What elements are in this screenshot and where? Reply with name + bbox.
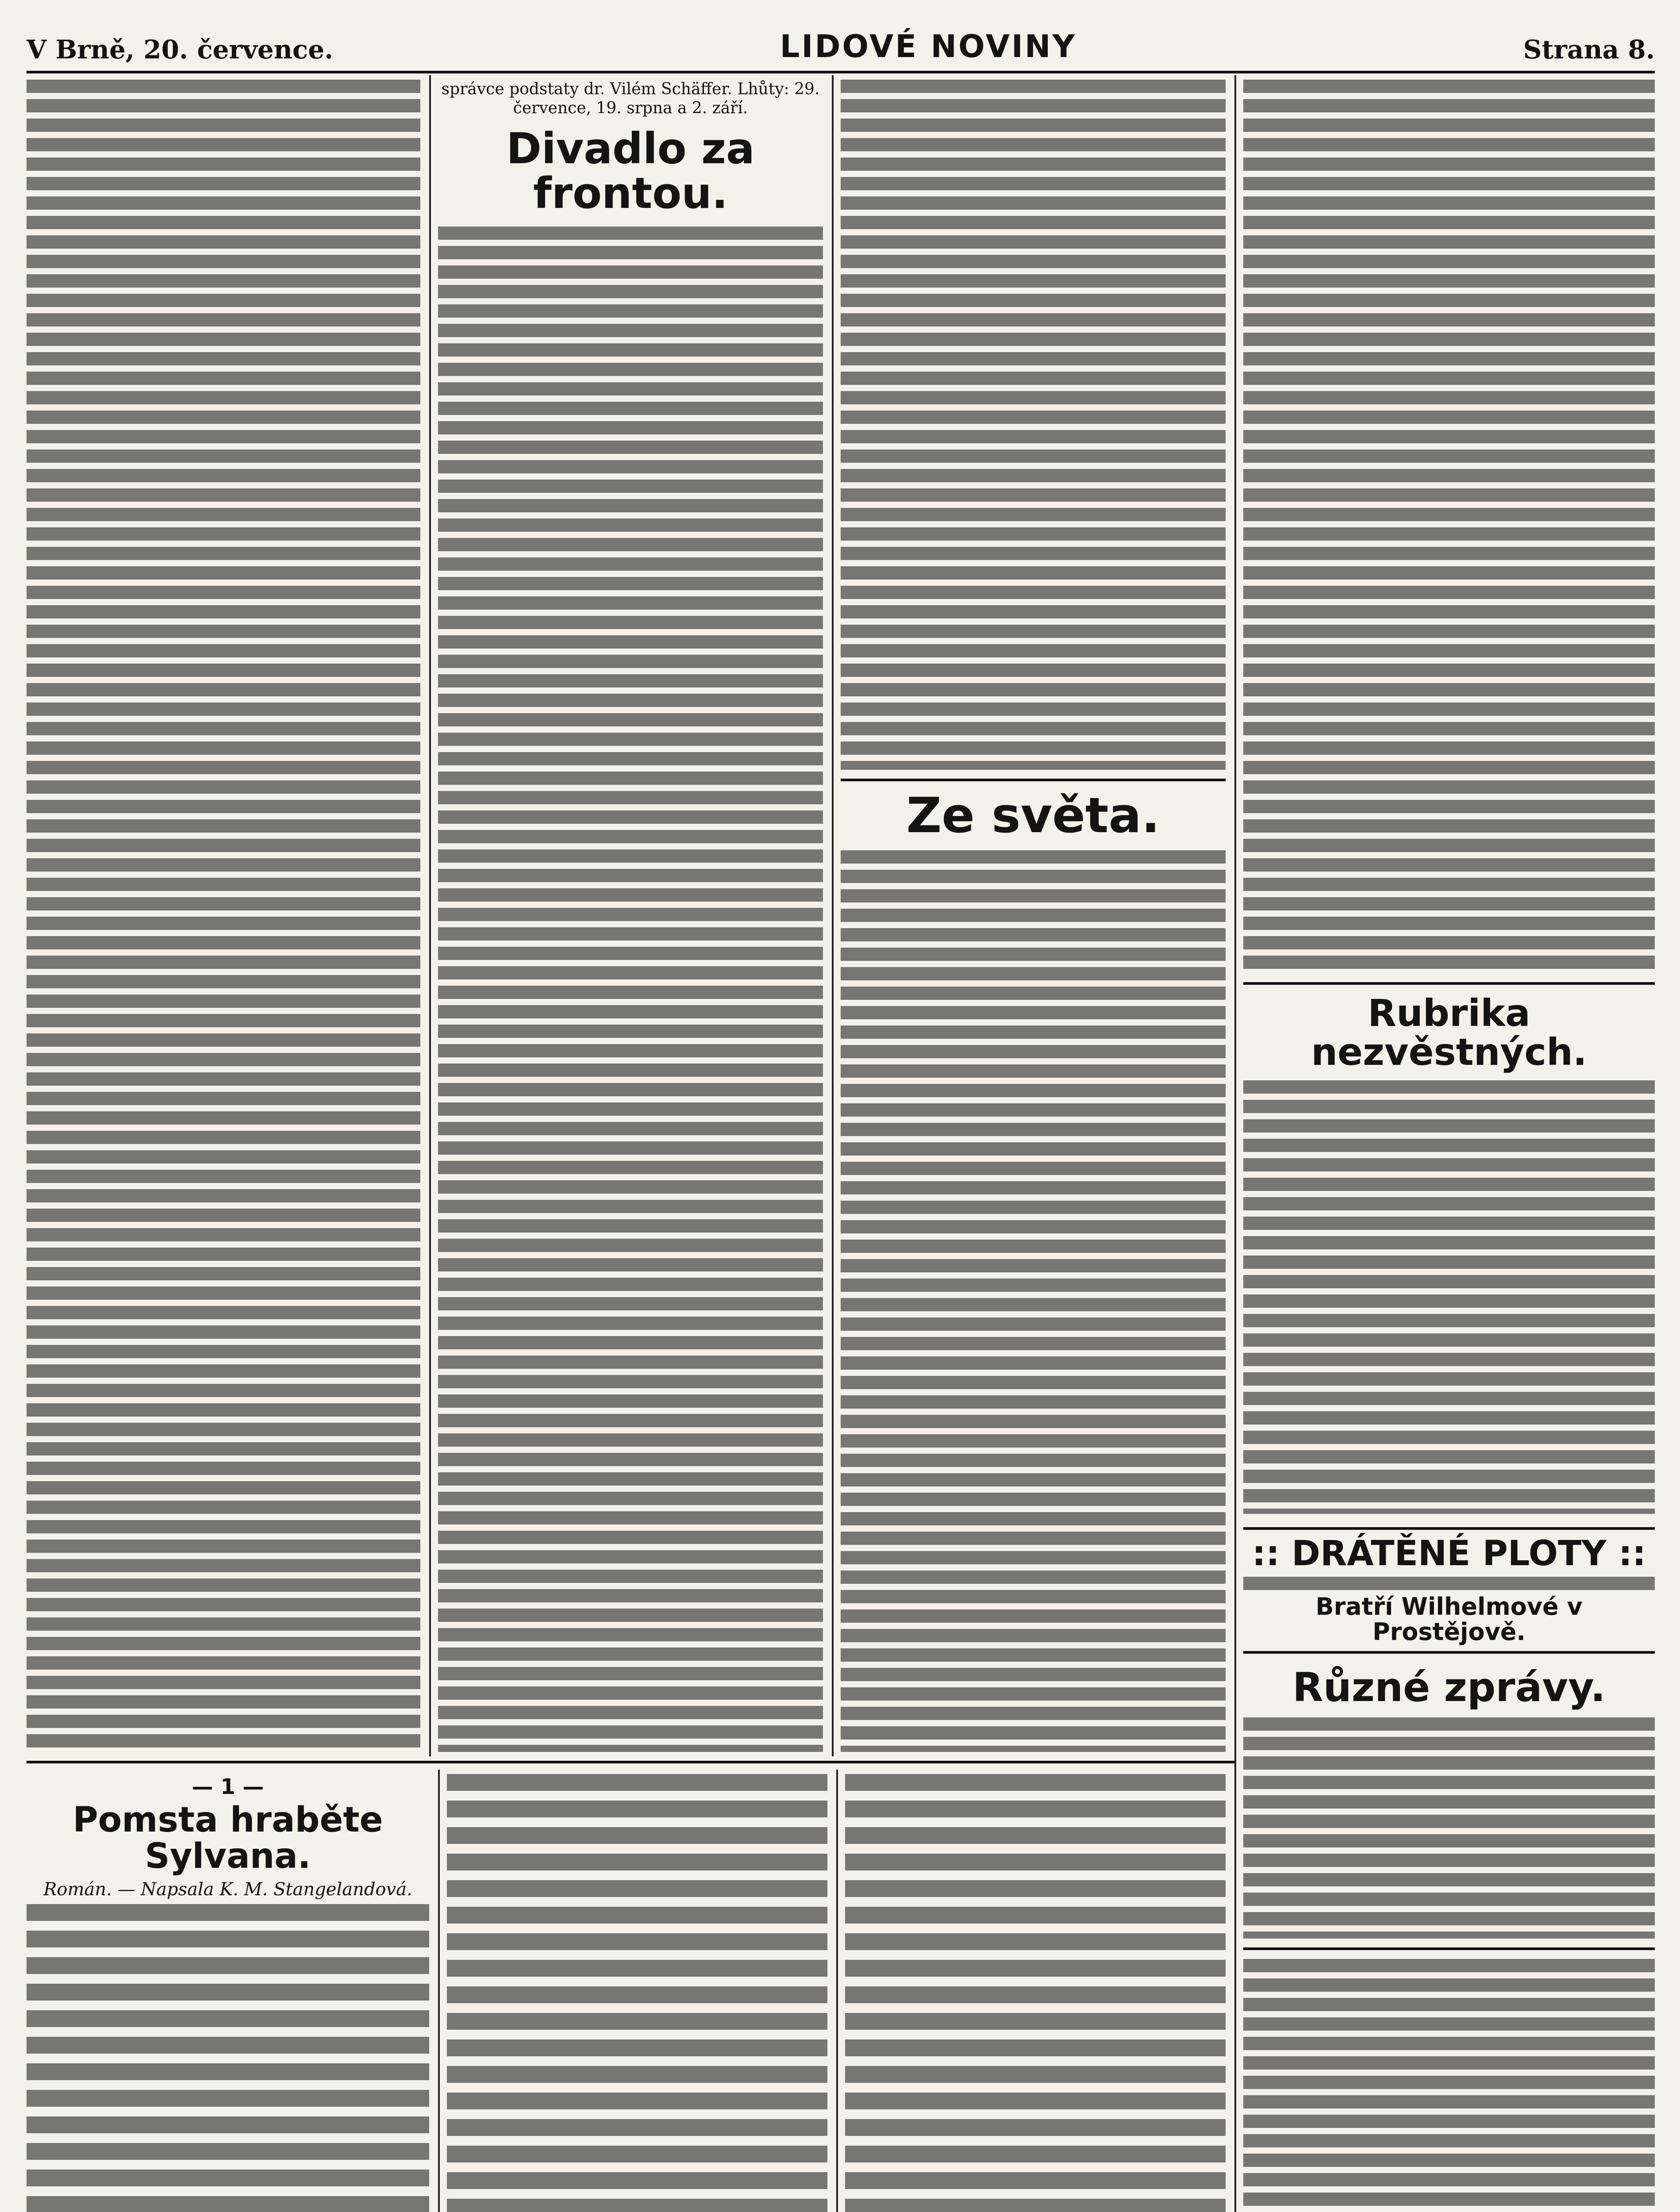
misc-title: Různé zprávy.: [1292, 1664, 1606, 1711]
section-rule: [1243, 982, 1655, 985]
serial-body: [27, 1904, 429, 2212]
serial-separator: [27, 1761, 1234, 1763]
page-number: Strana 8.: [1523, 35, 1655, 65]
world-body: [841, 850, 1226, 1752]
theatre-body: [438, 227, 823, 1752]
masthead: [27, 18, 1655, 73]
column-rule: [438, 1770, 440, 2212]
serial-column-1: [27, 1774, 429, 2212]
serial-number: — 1 —: [192, 1774, 264, 1799]
column-1: [27, 80, 420, 1752]
news-body: [1243, 80, 1655, 973]
section-rule: [841, 779, 1226, 781]
fences-ad-maker: Bratří Wilhelmové v Prostějově.: [1315, 1593, 1583, 1646]
serial-column-3: [845, 1774, 1226, 2212]
newspaper-page: [27, 18, 1655, 2212]
missing-title: Rubrika nezvěstných.: [1311, 991, 1587, 1074]
column-rule: [832, 75, 834, 1756]
column-2: [438, 80, 823, 1752]
missing-body: [1243, 1080, 1655, 1514]
article-body: [27, 80, 420, 1752]
serial-subtitle: Román. — Napsala K. M. Stangelandová.: [43, 1879, 412, 1900]
theatre-continued: [841, 80, 1226, 770]
column-rule: [429, 75, 431, 1756]
fences-ad: [1243, 1527, 1655, 1653]
fences-ad-line: [1243, 1577, 1655, 1590]
section-rule: [1243, 1947, 1655, 1950]
serial-title: Pomsta hraběte Sylvana.: [73, 1800, 383, 1877]
fences-ad-title: :: DRÁTĚNÉ PLOTY ::: [1252, 1534, 1646, 1574]
theatre-title: Divadlo za frontou.: [506, 124, 755, 219]
serial-body: [845, 1774, 1226, 2212]
issue-date: V Brně, 20. července.: [27, 35, 334, 65]
paper-name: LIDOVÉ NOVINY: [780, 28, 1077, 65]
column-rule: [836, 1770, 838, 2212]
misc-body: [1243, 1717, 1655, 1939]
column-3: [841, 80, 1226, 1752]
serial-column-2: [447, 1774, 827, 2212]
serial-body: [447, 1774, 827, 2212]
column-4: [1243, 80, 1655, 2212]
serial-continued-right: [1243, 1959, 1655, 2212]
world-title: Ze světa.: [906, 787, 1160, 844]
theatre-byline: správce podstaty dr. Vilém Schäffer. Lhůty: 29. července, 19. srpna a 2. září.: [441, 80, 820, 118]
column-rule: [1234, 75, 1236, 2212]
